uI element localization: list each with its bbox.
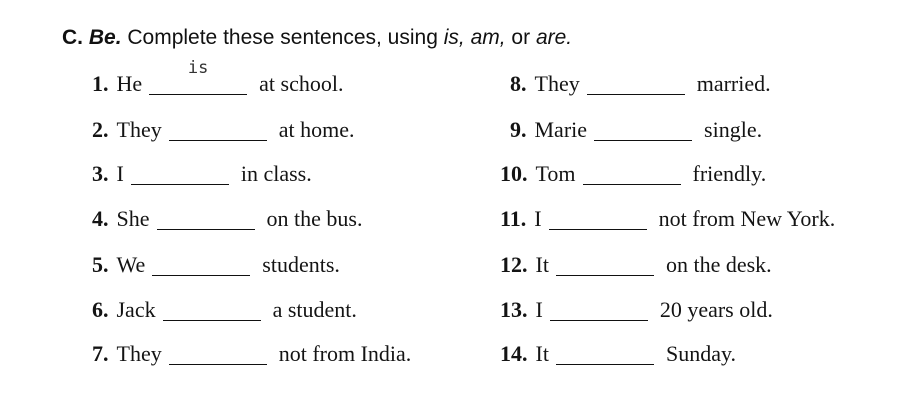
item-subject: They [116,117,162,142]
item-ending: students. [262,252,340,277]
item-ending: single. [704,117,763,142]
item-number: 1. [92,71,109,96]
item-ending: in class. [240,161,312,186]
sentence-item [500,249,772,278]
answer-blank[interactable] [163,298,261,321]
answer-blank[interactable] [169,342,267,365]
item-number: 10. [500,161,528,186]
item-subject: They [116,341,162,366]
exercise-instruction: Complete these sentences, using [121,26,444,49]
item-subject: I [534,206,542,231]
sentence-item [510,114,762,143]
sentence-item [92,114,354,143]
sentence-item [500,294,773,323]
sentence-item [92,338,411,367]
sentence-item [92,294,357,323]
answer-blank[interactable] [149,58,247,95]
sentence-item [92,58,344,97]
item-number: 8. [510,71,527,96]
item-subject: It [535,341,549,366]
sentence-item [510,68,771,97]
item-subject: It [535,252,549,277]
answer-blank[interactable] [550,298,648,321]
item-number: 9. [510,117,527,142]
sentence-item [500,158,766,187]
answer-blank[interactable] [556,342,654,365]
sentence-item [92,158,312,187]
sentence-item [92,249,340,278]
answer-blank[interactable] [556,253,654,276]
sentence-item [92,203,362,232]
item-number: 2. [92,117,109,142]
item-ending: married. [696,71,771,96]
exercise-topic: Be. [88,26,122,49]
item-subject: Tom [535,161,576,186]
answer-blank[interactable] [549,207,647,230]
item-ending: Sunday. [665,341,737,366]
item-number: 12. [500,252,528,277]
item-ending: on the bus. [266,206,363,231]
option-is: is, [443,26,465,49]
item-ending: friendly. [692,161,767,186]
item-number: 3. [92,161,109,186]
item-ending: not from New York. [658,206,836,231]
option-am: am, [470,26,506,49]
answer-blank[interactable] [152,253,250,276]
item-number: 11. [500,206,527,231]
sentence-item [500,203,835,232]
answer-blank[interactable] [583,162,681,185]
item-ending: a student. [272,297,357,322]
item-number: 6. [92,297,109,322]
item-ending: not from India. [278,341,412,366]
item-ending: at school. [259,71,344,96]
item-subject: Jack [116,297,156,322]
item-number: 5. [92,252,109,277]
option-are: are. [535,26,573,49]
item-ending: at home. [278,117,355,142]
item-number: 7. [92,341,109,366]
item-subject: He [116,71,143,96]
item-subject: We [116,252,146,277]
item-number: 13. [500,297,528,322]
item-subject: They [534,71,580,96]
item-number: 4. [92,206,109,231]
exercise-letter: C. [62,26,83,49]
item-number: 14. [500,341,528,366]
item-subject: I [116,161,124,186]
answer-blank[interactable] [594,118,692,141]
answer-blank[interactable] [169,118,267,141]
answer-blank[interactable] [157,207,255,230]
item-subject: She [116,206,150,231]
item-subject: I [535,297,543,322]
answer-blank[interactable] [131,162,229,185]
exercise-heading [62,26,572,50]
item-ending: on the desk. [665,252,772,277]
item-ending: 20 years old. [659,297,773,322]
answer-text: is [187,58,209,78]
option-separator-2: or [505,26,536,49]
sentence-item [500,338,736,367]
answer-blank[interactable] [587,72,685,95]
item-subject: Marie [534,117,588,142]
